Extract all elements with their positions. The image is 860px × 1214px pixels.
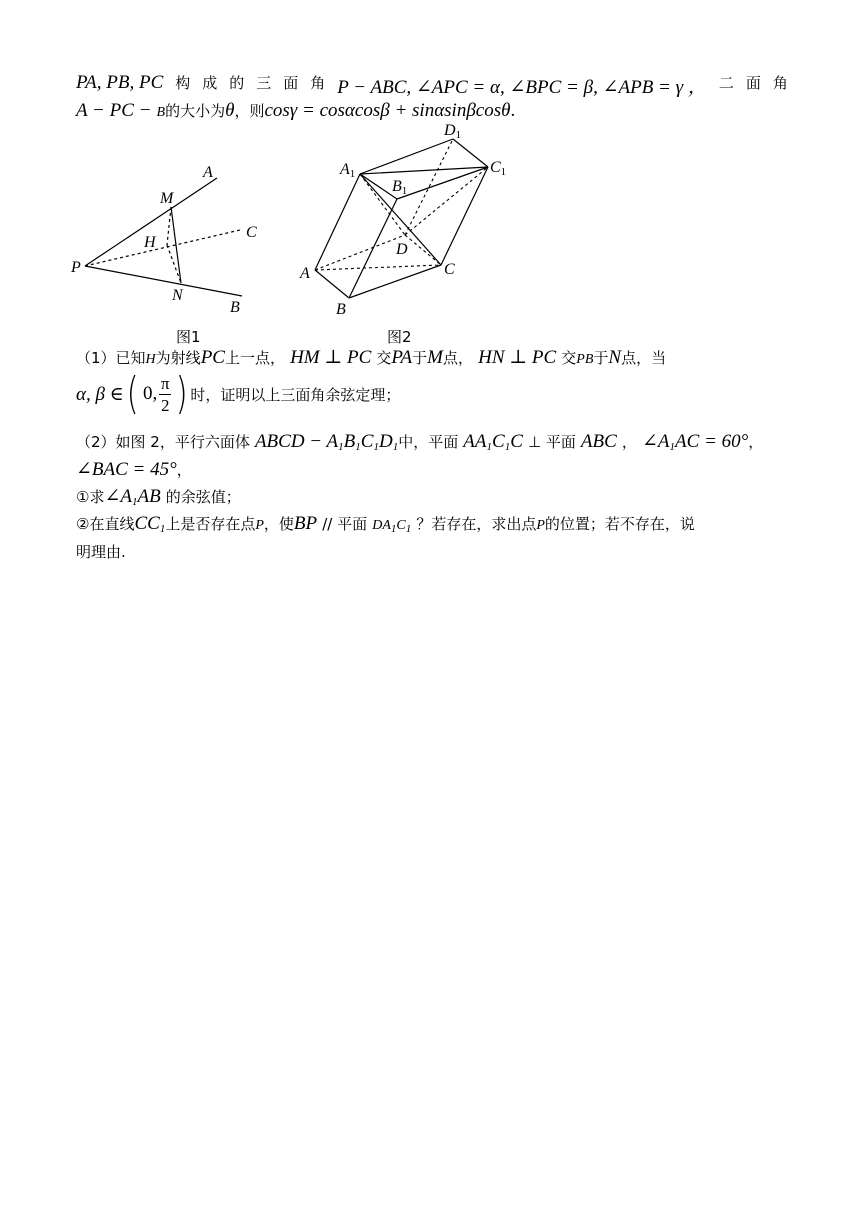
dihedral-angle: A − PC − xyxy=(76,100,152,121)
point-n: N xyxy=(608,347,622,368)
part2-text: ， xyxy=(176,461,192,479)
diag-a1-c1 xyxy=(360,167,488,174)
point-p: P xyxy=(536,518,545,533)
intro-segment: PA, PB, PC xyxy=(76,72,164,93)
plane-aa1c1c: $AA_1C_1C$ xyxy=(463,431,523,453)
hn-perp-pc: HN ⊥ PC xyxy=(478,347,557,368)
edge-c-c1 xyxy=(441,167,488,265)
label-m: M xyxy=(160,190,174,207)
part2-text: 中，平面 xyxy=(398,433,459,451)
figure-2-caption: 图2 xyxy=(387,328,412,346)
q2-text: 明理由. xyxy=(76,543,126,561)
segment-mn xyxy=(171,207,181,283)
segment-mh xyxy=(167,207,171,245)
label-n: N xyxy=(172,287,183,304)
label-d: D xyxy=(396,241,408,258)
period: . xyxy=(510,100,516,121)
label-d1: D1 xyxy=(444,122,462,141)
question-1 xyxy=(76,485,241,508)
angle-a1ab: $\angle A_1AB$ xyxy=(104,486,161,508)
edge-a1-d1 xyxy=(360,139,453,174)
parallelepiped: ABCD − $A_1B_1C_1D_1$ xyxy=(254,431,399,453)
label-b: B xyxy=(230,299,240,316)
ray-pc: PC xyxy=(200,347,225,368)
perp-plane-text: ⊥ 平面 xyxy=(527,433,576,451)
intro-segment: 角 xyxy=(772,74,788,92)
label-c: C xyxy=(444,261,455,278)
diag-a-c xyxy=(315,265,441,270)
question-2-line-1 xyxy=(76,513,695,535)
ray-pb: PB xyxy=(576,352,594,367)
alpha-beta-in: α, β ∈ xyxy=(76,383,124,405)
plane-abc: ABC xyxy=(580,431,617,452)
label-p: P xyxy=(71,259,81,276)
intro-text: 的大小为 xyxy=(165,102,226,120)
hm-perp-pc: HM ⊥ PC xyxy=(290,347,372,368)
edge-d-c xyxy=(405,235,441,265)
angle-bac: ∠BAC = 45° xyxy=(76,459,177,480)
line-cc1: $CC_1$ xyxy=(134,513,166,535)
segment-bp: BP xyxy=(293,513,318,534)
label-c: C xyxy=(246,224,257,241)
plane-da1c1: $DA_1C_1$ xyxy=(372,518,412,535)
intro-segment: 角 xyxy=(310,74,326,92)
label-a: A xyxy=(203,164,213,181)
intro-text: ，则 xyxy=(234,102,265,120)
point-h: H xyxy=(145,352,156,367)
q1-text: 的余弦值； xyxy=(165,488,241,506)
part1-text: 点， xyxy=(443,349,474,367)
interval-zero: 0, xyxy=(142,383,158,404)
ray-pa xyxy=(85,178,217,266)
label-c1: C1 xyxy=(490,159,507,178)
fraction-numerator: π xyxy=(160,373,170,393)
label-b1: B1 xyxy=(392,178,408,197)
ray-pa: PA xyxy=(391,347,413,368)
ray-pc xyxy=(85,230,240,266)
intro-segment: 三 xyxy=(256,74,272,92)
question-2-line-2 xyxy=(76,541,126,562)
intro-segment: 的 xyxy=(229,74,245,92)
edge-a-a1 xyxy=(315,174,360,270)
intro-segment: P − ABC, ∠APC = α, ∠BPC = β, ∠APB = γ ， xyxy=(337,77,707,98)
part1-line-2 xyxy=(76,368,401,419)
intro-line-1 xyxy=(76,72,788,99)
q2-text: 上是否存在点 xyxy=(165,515,256,533)
intro-segment: 构 xyxy=(175,74,191,92)
edge-d-d1 xyxy=(405,139,453,235)
part2-text: ， xyxy=(748,433,764,451)
point-m: M xyxy=(427,347,443,368)
figure-2 xyxy=(290,112,530,350)
part2-line-2 xyxy=(76,458,192,481)
part2-text: （2）如图 2，平行六面体 xyxy=(76,433,250,451)
label-a1: A1 xyxy=(340,161,356,180)
q1-text: ①求 xyxy=(76,488,105,506)
dihedral-angle-b: B xyxy=(156,105,166,120)
open-interval: ( 0, $\frac{\pi}{2}$ ) xyxy=(126,368,188,419)
part1-text: 点，当 xyxy=(621,349,667,367)
edge-a-b xyxy=(315,270,349,298)
edge-d1-c1 xyxy=(453,139,488,167)
q2-text: ？若存在，求出点 xyxy=(416,515,537,533)
point-p: P xyxy=(255,518,264,533)
angle-a1ac: $\angle A_1AC = 60^\circ$ xyxy=(642,431,749,453)
theta: θ xyxy=(225,100,235,121)
fraction-denominator: 2 xyxy=(160,395,170,415)
ray-pb xyxy=(85,266,242,296)
part1-text: 于 xyxy=(412,349,428,367)
figure-1 xyxy=(60,150,280,350)
q2-text: 的位置；若不存在，说 xyxy=(544,515,695,533)
part1-text: 交 xyxy=(561,349,577,367)
intro-segment: 二 xyxy=(718,74,734,92)
q2-text: ②在直线 xyxy=(76,515,135,533)
part2-line-1 xyxy=(76,430,763,453)
part1-text: （1）已知 xyxy=(76,349,146,367)
label-h: H xyxy=(144,234,156,251)
part1-text: 上一点， xyxy=(224,349,285,367)
part1-text: 交 xyxy=(376,349,392,367)
part2-text: ， xyxy=(621,433,637,451)
pi-over-two xyxy=(159,375,171,414)
part1-line-1 xyxy=(76,346,666,369)
cosine-formula: cosγ = cosαcosβ + sinαsinβcosθ xyxy=(264,100,511,121)
q2-text: ，使 xyxy=(263,515,294,533)
intro-segment: 面 xyxy=(745,74,761,92)
q2-text: // 平面 xyxy=(322,515,368,533)
label-b: B xyxy=(336,301,346,318)
part1-text: 时，证明以上三面角余弦定理； xyxy=(190,385,401,404)
figure-1-caption: 图1 xyxy=(176,328,201,346)
part1-text: 为射线 xyxy=(155,349,201,367)
diag-d-c1 xyxy=(405,167,488,235)
part1-text: 于 xyxy=(593,349,609,367)
intro-segment: 成 xyxy=(202,74,218,92)
intro-segment: 面 xyxy=(283,74,299,92)
label-a: A xyxy=(300,265,310,282)
